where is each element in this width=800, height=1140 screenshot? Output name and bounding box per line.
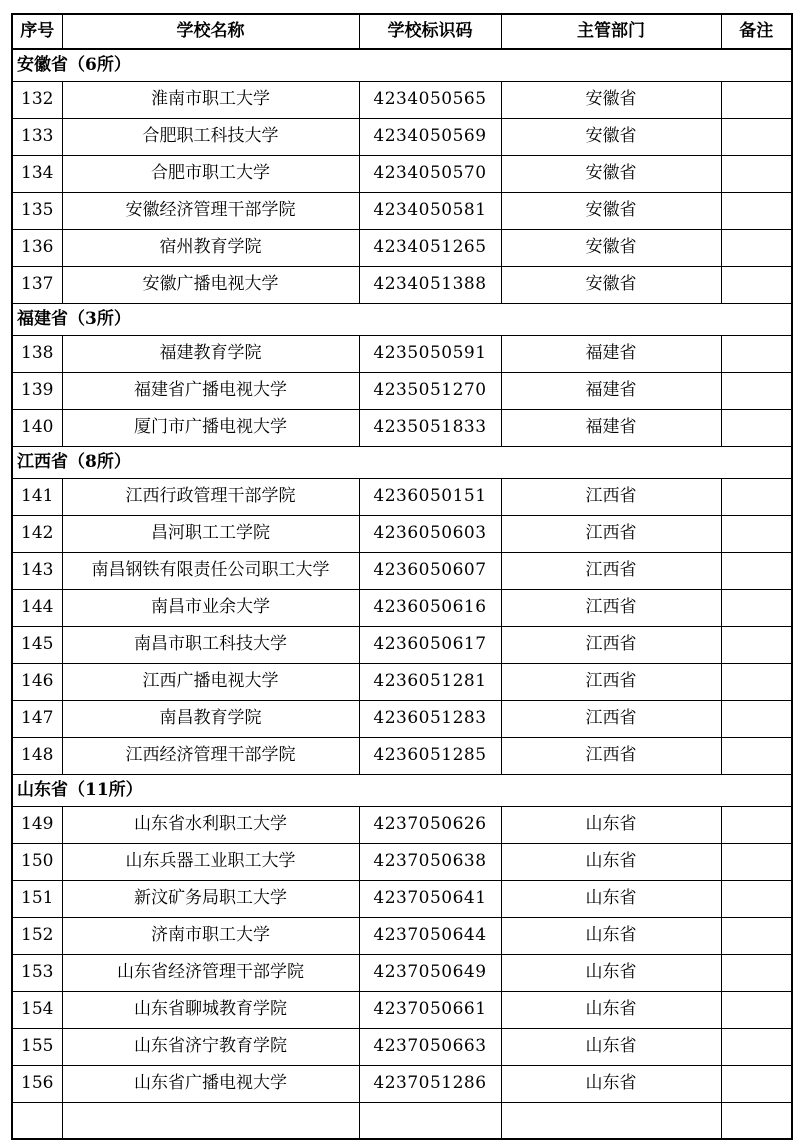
cell-dept: 江西省: [501, 700, 721, 737]
table-row: [12, 409, 792, 446]
cell-code: 4236050616: [359, 589, 501, 626]
cell-code: 4234051388: [359, 266, 501, 303]
table-row: [12, 626, 792, 663]
cell-code: 4237050641: [359, 880, 501, 917]
cell-name: 昌河职工工学院: [62, 515, 359, 552]
cell-dept: 江西省: [501, 626, 721, 663]
cell-no: 156: [12, 1065, 62, 1102]
cell-code: 4236051281: [359, 663, 501, 700]
cell-no: 133: [12, 118, 62, 155]
section-title: 江西省（8所）: [12, 446, 792, 478]
cell-code: 4236051285: [359, 737, 501, 774]
cell-note: [721, 806, 792, 843]
cell-dept: 安徽省: [501, 118, 721, 155]
cell-note: [721, 372, 792, 409]
cell-dept: 山东省: [501, 917, 721, 954]
cell-code: 4236050617: [359, 626, 501, 663]
cell-dept: 福建省: [501, 409, 721, 446]
table-row: [12, 118, 792, 155]
table-row: [12, 917, 792, 954]
table-body: [12, 49, 792, 1139]
cell-name: 合肥职工科技大学: [62, 118, 359, 155]
cell-note: [721, 81, 792, 118]
cell-name: 江西行政管理干部学院: [62, 478, 359, 515]
cell-code: 4234050581: [359, 192, 501, 229]
cell-no: 135: [12, 192, 62, 229]
cell-no: 153: [12, 954, 62, 991]
cell-note: [721, 954, 792, 991]
cell-code: 4234051265: [359, 229, 501, 266]
cell-no: 149: [12, 806, 62, 843]
cell-note: [721, 155, 792, 192]
cell-no: 151: [12, 880, 62, 917]
cell-name: 淮南市职工大学: [62, 81, 359, 118]
cell-code: 4237050626: [359, 806, 501, 843]
cell-no: 143: [12, 552, 62, 589]
cell-dept: 安徽省: [501, 266, 721, 303]
cell-name: 江西广播电视大学: [62, 663, 359, 700]
cell-name: 山东兵器工业职工大学: [62, 843, 359, 880]
cell-name: 安徽广播电视大学: [62, 266, 359, 303]
cell-code: 4237050661: [359, 991, 501, 1028]
cell-no: 134: [12, 155, 62, 192]
document-page: [11, 13, 793, 1140]
cell-no: 147: [12, 700, 62, 737]
cell-dept: 山东省: [501, 843, 721, 880]
header-cell-name: 学校名称: [62, 14, 359, 49]
cell-dept: 山东省: [501, 880, 721, 917]
cell-dept: 山东省: [501, 806, 721, 843]
cell-note: [721, 118, 792, 155]
cell-dept: 江西省: [501, 737, 721, 774]
cell-note: [721, 880, 792, 917]
cell-name: 江西经济管理干部学院: [62, 737, 359, 774]
table-row: [12, 266, 792, 303]
cell-dept: 山东省: [501, 1065, 721, 1102]
cell-dept: 福建省: [501, 335, 721, 372]
header-cell-no: 序号: [12, 14, 62, 49]
cell-note: [721, 409, 792, 446]
header-cell-code: 学校标识码: [359, 14, 501, 49]
table-row: [12, 552, 792, 589]
cell-no: 140: [12, 409, 62, 446]
cell-note: [721, 991, 792, 1028]
cell-no: 144: [12, 589, 62, 626]
cell-dept: 江西省: [501, 515, 721, 552]
cell-dept: 江西省: [501, 663, 721, 700]
cell-code: 4236050607: [359, 552, 501, 589]
header-cell-dept: 主管部门: [501, 14, 721, 49]
table-row: [12, 229, 792, 266]
table-row: [12, 663, 792, 700]
table-row: [12, 1028, 792, 1065]
cell-note: [721, 1102, 792, 1139]
cell-no: [12, 1102, 62, 1139]
cell-no: 138: [12, 335, 62, 372]
cell-no: 155: [12, 1028, 62, 1065]
cell-no: 148: [12, 737, 62, 774]
cell-no: 145: [12, 626, 62, 663]
cell-note: [721, 663, 792, 700]
cell-name: 福建教育学院: [62, 335, 359, 372]
cell-code: 4235051270: [359, 372, 501, 409]
cell-note: [721, 515, 792, 552]
table-row-partial: [12, 1102, 792, 1139]
table-row: [12, 515, 792, 552]
cell-dept: 安徽省: [501, 81, 721, 118]
school-table: [11, 13, 793, 1140]
table-row: [12, 155, 792, 192]
cell-note: [721, 1065, 792, 1102]
cell-name: 南昌市业余大学: [62, 589, 359, 626]
cell-name: 福建省广播电视大学: [62, 372, 359, 409]
cell-code: 4234050570: [359, 155, 501, 192]
cell-name: 南昌市职工科技大学: [62, 626, 359, 663]
table-row: [12, 991, 792, 1028]
section-title: 山东省（11所）: [12, 774, 792, 806]
table-row: [12, 335, 792, 372]
cell-code: 4236051283: [359, 700, 501, 737]
table-header-row: [12, 14, 792, 49]
table-row: [12, 843, 792, 880]
section-row: [12, 774, 792, 806]
cell-note: [721, 229, 792, 266]
cell-note: [721, 266, 792, 303]
table-row: [12, 880, 792, 917]
cell-note: [721, 737, 792, 774]
table-row: [12, 737, 792, 774]
cell-code: [359, 1102, 501, 1139]
cell-name: [62, 1102, 359, 1139]
cell-no: 141: [12, 478, 62, 515]
cell-name: 南昌教育学院: [62, 700, 359, 737]
table-row: [12, 478, 792, 515]
cell-dept: 安徽省: [501, 192, 721, 229]
cell-note: [721, 192, 792, 229]
cell-dept: 山东省: [501, 991, 721, 1028]
cell-dept: 江西省: [501, 552, 721, 589]
cell-no: 146: [12, 663, 62, 700]
cell-name: 合肥市职工大学: [62, 155, 359, 192]
cell-note: [721, 626, 792, 663]
table-row: [12, 700, 792, 737]
cell-note: [721, 552, 792, 589]
cell-note: [721, 917, 792, 954]
cell-code: 4237050638: [359, 843, 501, 880]
cell-name: 厦门市广播电视大学: [62, 409, 359, 446]
cell-note: [721, 589, 792, 626]
cell-name: 山东省聊城教育学院: [62, 991, 359, 1028]
cell-code: 4236050151: [359, 478, 501, 515]
cell-note: [721, 1028, 792, 1065]
table-row: [12, 1065, 792, 1102]
cell-no: 152: [12, 917, 62, 954]
cell-note: [721, 700, 792, 737]
table-row: [12, 589, 792, 626]
cell-no: 137: [12, 266, 62, 303]
cell-no: 154: [12, 991, 62, 1028]
cell-name: 山东省水利职工大学: [62, 806, 359, 843]
cell-dept: 江西省: [501, 589, 721, 626]
cell-code: 4235050591: [359, 335, 501, 372]
cell-code: 4237050644: [359, 917, 501, 954]
table-row: [12, 372, 792, 409]
section-row: [12, 49, 792, 81]
cell-no: 142: [12, 515, 62, 552]
cell-note: [721, 843, 792, 880]
cell-dept: 安徽省: [501, 229, 721, 266]
table-row: [12, 954, 792, 991]
cell-name: 山东省广播电视大学: [62, 1065, 359, 1102]
cell-name: 宿州教育学院: [62, 229, 359, 266]
cell-dept: 安徽省: [501, 155, 721, 192]
cell-code: 4234050569: [359, 118, 501, 155]
cell-dept: 福建省: [501, 372, 721, 409]
cell-name: 山东省经济管理干部学院: [62, 954, 359, 991]
cell-no: 139: [12, 372, 62, 409]
cell-note: [721, 335, 792, 372]
cell-no: 150: [12, 843, 62, 880]
cell-name: 新汶矿务局职工大学: [62, 880, 359, 917]
cell-dept: 山东省: [501, 954, 721, 991]
cell-no: 132: [12, 81, 62, 118]
cell-dept: 山东省: [501, 1028, 721, 1065]
cell-name: 济南市职工大学: [62, 917, 359, 954]
cell-no: 136: [12, 229, 62, 266]
cell-code: 4237050663: [359, 1028, 501, 1065]
cell-dept: 江西省: [501, 478, 721, 515]
cell-dept: [501, 1102, 721, 1139]
cell-code: 4234050565: [359, 81, 501, 118]
table-row: [12, 81, 792, 118]
table-row: [12, 192, 792, 229]
cell-name: 安徽经济管理干部学院: [62, 192, 359, 229]
cell-code: 4237050649: [359, 954, 501, 991]
cell-note: [721, 478, 792, 515]
section-row: [12, 303, 792, 335]
section-title: 安徽省（6所）: [12, 49, 792, 81]
header-cell-note: 备注: [721, 14, 792, 49]
cell-name: 山东省济宁教育学院: [62, 1028, 359, 1065]
section-row: [12, 446, 792, 478]
cell-code: 4235051833: [359, 409, 501, 446]
table-row: [12, 806, 792, 843]
section-title: 福建省（3所）: [12, 303, 792, 335]
cell-name: 南昌钢铁有限责任公司职工大学: [62, 552, 359, 589]
cell-code: 4237051286: [359, 1065, 501, 1102]
cell-code: 4236050603: [359, 515, 501, 552]
